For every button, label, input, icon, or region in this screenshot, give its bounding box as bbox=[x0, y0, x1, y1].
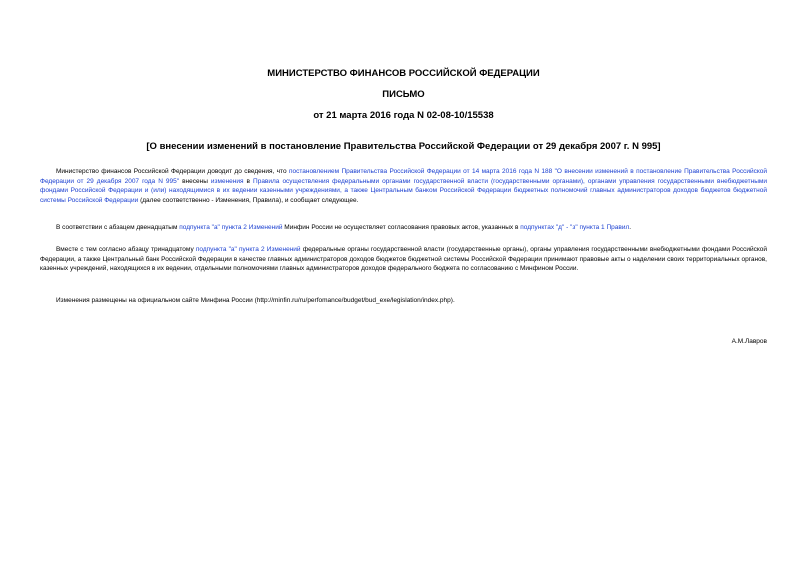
paragraph-1-text-3: в bbox=[243, 177, 254, 185]
paragraph-2-text-3: . bbox=[629, 224, 632, 231]
paragraph-4-text-1: Изменения размещены на официальном сайте Минфина России (http://minfin.ru/ru/perfomance/budget/bud_exe/legislation/index.php). bbox=[56, 297, 455, 304]
signature: А.М.Лавров bbox=[731, 338, 767, 345]
paragraph-3-text-2: федеральные органы государственной власти (государственные органы), органы управления государственными внебюджетными фондами Российской Федерации, а также Центральный банк Российской Федерации в качестве главных администраторов доходов бюджетов бюджетной системы Российской Федерации принимают правовые акты о наделении своих территориальных органов, казенных учреждений, находящихся в их ведении, отдельными полномочиями главных администраторов доходов федерального бюджета по согласованию с Минфином России. bbox=[40, 246, 767, 272]
paragraph-1-text-2: внесены bbox=[179, 177, 211, 185]
paragraph-2 bbox=[40, 223, 767, 233]
paragraph-3-text-1: Вместе с тем согласно абзацу тринадцатому bbox=[56, 246, 196, 253]
link-subclauses-d-z-clause-1[interactable]: подпунктах "д" - "з" пункта 1 Правил bbox=[520, 224, 630, 231]
paragraph-3 bbox=[40, 245, 767, 274]
paragraph-1-text-1: Министерство финансов Российской Федерации доводит до сведения, что bbox=[56, 168, 289, 175]
paragraph-4 bbox=[40, 296, 767, 306]
document-type: ПИСЬМО bbox=[382, 89, 425, 100]
ministry-heading: МИНИСТЕРСТВО ФИНАНСОВ РОССИЙСКОЙ ФЕДЕРАЦИИ bbox=[267, 68, 540, 79]
link-subclause-a-clause-2-second[interactable]: подпункта "а" пункта 2 Изменений bbox=[195, 246, 301, 253]
paragraph-2-text-1: В соответствии с абзацем двенадцатым bbox=[56, 224, 180, 231]
paragraph-2-text-2: Минфин России не осуществляет согласования правовых актов, указанных в bbox=[282, 224, 521, 231]
document-date-number: от 21 марта 2016 года N 02-08-10/15538 bbox=[313, 110, 494, 121]
link-rules[interactable]: Правила осуществления федеральными органами государственной власти (государственными органами), органами управления государственными внебюджетными фондами Российской Федерации и (или) находящимися в их ведении казенными учреждениями, а также Центральным банком Российской Федерации бюджетных полномочий главных администраторов доходов бюджетов бюджетной системы Российской Федерации bbox=[40, 177, 767, 204]
paragraph-1-text-4: (далее соответственно - Изменения, Правила), и сообщает следующее. bbox=[138, 196, 359, 204]
document-title: [О внесении изменений в постановление Правительства Российской Федерации от 29 декабря 2007 г. N 995] bbox=[146, 141, 661, 152]
link-subclause-a-clause-2[interactable]: подпункта "а" пункта 2 Изменений bbox=[179, 224, 283, 231]
link-changes[interactable]: изменения bbox=[210, 177, 244, 185]
link-resolution-188[interactable]: постановлением Правительства Российской Федерации от 14 марта 2016 года N 188 "О внесении изменений в постановление Правительства Российской Федерации от 29 декабря 2007 года N 995" bbox=[40, 168, 767, 185]
paragraph-1 bbox=[40, 167, 767, 205]
